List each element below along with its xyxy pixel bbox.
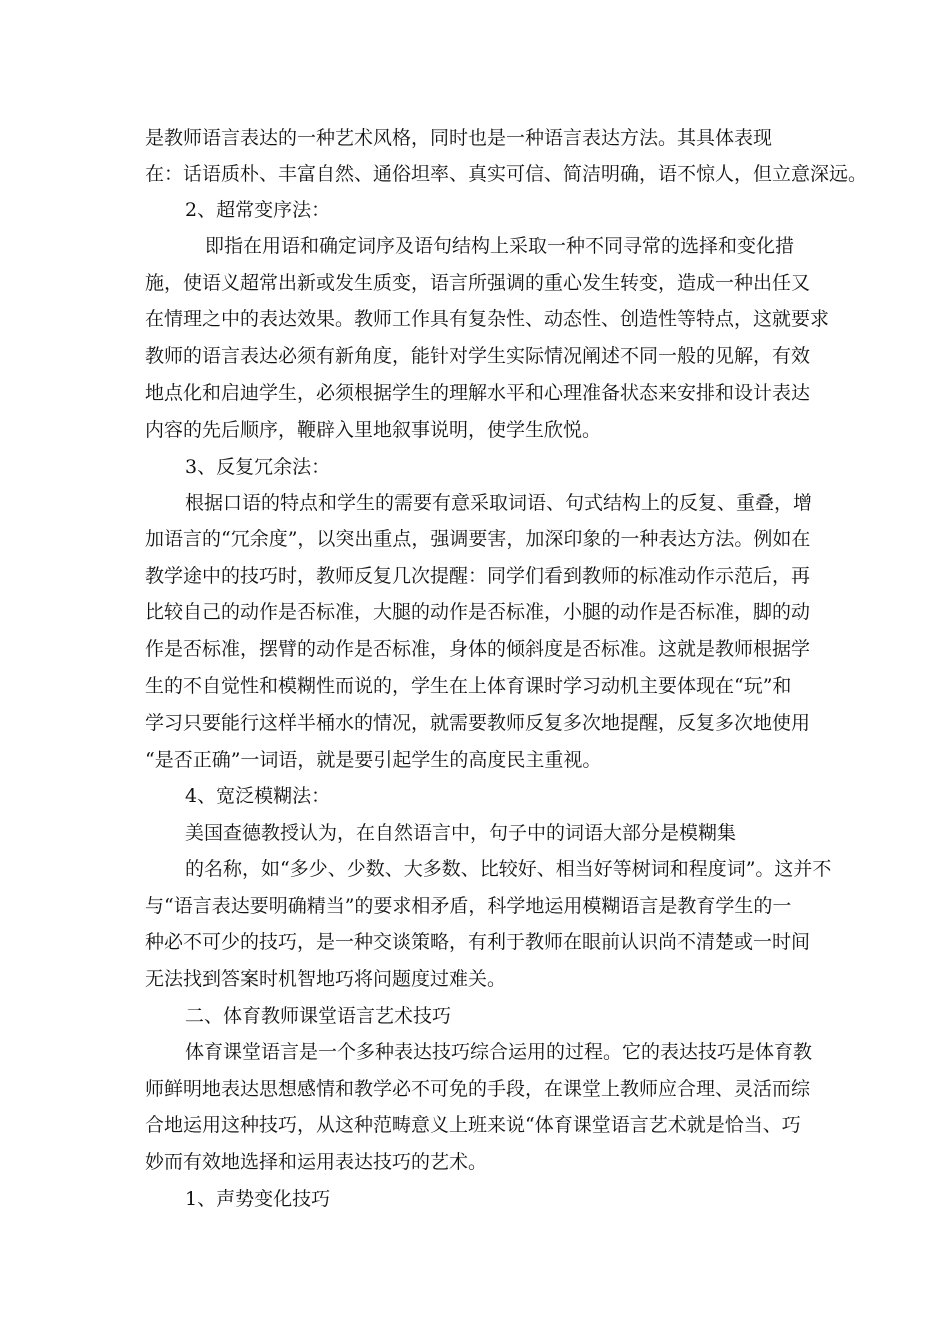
section-heading: 3、反复冗余法：: [185, 456, 331, 478]
text-line: 与“语言表达要明确精当”的要求相矛盾，科学地运用模糊语言是教育学生的一: [145, 895, 792, 917]
text-line: 施，使语义超常出新或发生质变，语言所强调的重心发生转变，造成一种出任又: [145, 272, 811, 294]
section-heading: 2、超常变序法：: [185, 199, 331, 221]
text-line: 加语言的“冗余度”，以突出重点，强调要害，加深印象的一种表达方法。例如在: [145, 528, 811, 550]
text-line: 比较自己的动作是否标准，大腿的动作是否标准，小腿的动作是否标准，脚的动: [145, 601, 811, 623]
section-heading: 1、声势变化技巧: [185, 1188, 331, 1210]
text-line: 师鲜明地表达思想感情和教学必不可免的手段，在课堂上教师应合理、灵活而综: [145, 1078, 811, 1100]
text-line: 美国查德教授认为，在自然语言中，句子中的词语大部分是模糊集: [185, 822, 737, 844]
text-line: 在情理之中的表达效果。教师工作具有复杂性、动态性、创造性等特点，这就要求: [145, 308, 830, 330]
text-line: 根据口语的特点和学生的需要有意采取词语、句式结构上的反复、重叠，增: [185, 492, 813, 514]
text-line: 教师的语言表达必须有新角度，能针对学生实际情况阐述不同一般的见解，有效: [145, 345, 811, 367]
text-line: 学习只要能行这样半桶水的情况，就需要教师反复多次地提醒，反复多次地使用: [145, 712, 811, 734]
text-line: 合地运用这种技巧，从这种范畴意义上班来说“体育课堂语言艺术就是恰当、巧: [145, 1114, 801, 1136]
text-line: 妙而有效地选择和运用表达技巧的艺术。: [145, 1151, 488, 1173]
text-line: 内容的先后顺序，鞭辟入里地叙事说明，使学生欣悦。: [145, 419, 602, 441]
text-line: 体育课堂语言是一个多种表达技巧综合运用的过程。它的表达技巧是体育教: [185, 1041, 813, 1063]
text-line: 教学途中的技巧时，教师反复几次提醒：同学们看到教师的标准动作示范后，再: [145, 565, 811, 587]
text-line: 无法找到答案时机智地巧将问题度过难关。: [145, 968, 507, 990]
text-line: 种必不可少的技巧，是一种交谈策略，有利于教师在眼前认识尚不清楚或一时间: [145, 931, 811, 953]
text-line: 生的不自觉性和模糊性而说的，学生在上体育课时学习动机主要体现在“玩”和: [145, 675, 792, 697]
text-line: 地点化和启迪学生，必须根据学生的理解水平和心理准备状态来安排和设计表达: [145, 382, 811, 404]
text-line: “是否正确”一词语，就是要引起学生的高度民主重视。: [145, 749, 602, 771]
text-line: 的名称，如“多少、少数、大多数、比较好、相当好等树词和程度词”。这并不: [185, 858, 832, 880]
text-line: 即指在用语和确定词序及语句结构上采取一种不同寻常的选择和变化措: [205, 235, 795, 257]
text-line: 在：话语质朴、丰富自然、通俗坦率、真实可信、简洁明确，语不惊人，但立意深远。: [145, 163, 868, 185]
section-heading: 二、体育教师课堂语言艺术技巧: [185, 1005, 452, 1027]
section-heading: 4、宽泛模糊法：: [185, 785, 331, 807]
text-line: 作是否标准，摆臂的动作是否标准，身体的倾斜度是否标准。这就是教师根据学: [145, 638, 811, 660]
text-line: 是教师语言表达的一种艺术风格，同时也是一种语言表达方法。其具体表现: [145, 127, 773, 149]
